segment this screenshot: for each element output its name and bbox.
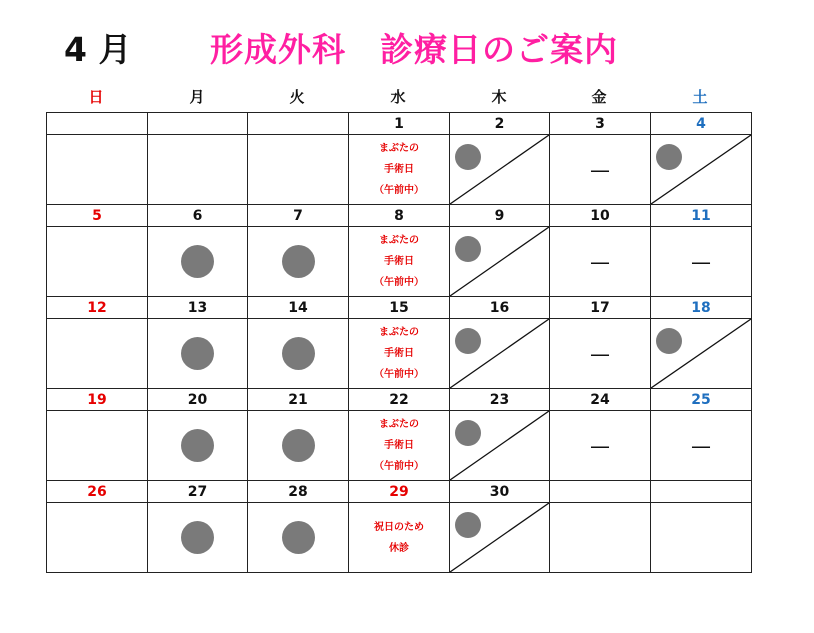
half-day-cell	[450, 319, 550, 389]
date-number: 8	[349, 205, 450, 227]
full-day-cell	[148, 503, 248, 573]
closed-dash: —	[590, 341, 610, 366]
half-day-cell	[651, 135, 752, 205]
schedule-row	[47, 227, 752, 297]
date-number: 29	[349, 481, 450, 503]
full-day-circle-icon	[282, 337, 315, 370]
half-day-circle-icon	[455, 328, 481, 354]
date-number: 6	[148, 205, 248, 227]
date-row	[47, 205, 752, 227]
empty-cell	[47, 319, 148, 389]
weekday-label: 金	[591, 88, 607, 106]
date-number: 24	[550, 389, 651, 411]
empty-cell	[47, 227, 148, 297]
full-day-circle-icon	[282, 521, 315, 554]
date-number	[148, 113, 248, 135]
date-number: 15	[349, 297, 450, 319]
date-number: 5	[47, 205, 148, 227]
full-day-cell	[248, 319, 349, 389]
full-day-cell	[148, 411, 248, 481]
date-number: 4	[651, 113, 752, 135]
month-label: 4 月	[64, 30, 132, 69]
half-day-circle-icon	[455, 236, 481, 262]
weekday-label: 火	[289, 88, 305, 106]
weekday-label: 木	[491, 88, 507, 106]
half-day-circle-icon	[455, 420, 481, 446]
closed-cell	[550, 135, 651, 205]
note-line: まぶたの	[379, 235, 419, 246]
weekday-label: 水	[390, 88, 406, 106]
note-line: （午前中）	[374, 185, 424, 196]
date-number: 17	[550, 297, 651, 319]
empty-cell	[47, 411, 148, 481]
date-number: 2	[450, 113, 550, 135]
full-day-cell	[148, 319, 248, 389]
note-line: 手術日	[384, 348, 414, 359]
full-day-cell	[148, 227, 248, 297]
half-day-diagonal-icon	[450, 503, 549, 572]
date-number: 3	[550, 113, 651, 135]
closed-cell	[651, 227, 752, 297]
half-day-cell	[450, 135, 550, 205]
weekday-label: 土	[692, 88, 708, 106]
note-cell	[349, 227, 450, 297]
full-day-circle-icon	[282, 429, 315, 462]
date-number: 21	[248, 389, 349, 411]
half-day-circle-icon	[455, 512, 481, 538]
schedule-row	[47, 411, 752, 481]
page-title	[0, 24, 814, 74]
note-cell	[349, 503, 450, 573]
note-line: 祝日のため	[374, 521, 424, 533]
date-number: 30	[450, 481, 550, 503]
note-line: 手術日	[384, 256, 414, 267]
full-day-cell	[248, 411, 349, 481]
date-number: 14	[248, 297, 349, 319]
date-number: 26	[47, 481, 148, 503]
date-number: 22	[349, 389, 450, 411]
date-number: 12	[47, 297, 148, 319]
weekday-label: 月	[189, 88, 205, 106]
weekday-label: 日	[88, 88, 104, 106]
note-line: 手術日	[384, 164, 414, 175]
date-number	[47, 113, 148, 135]
full-day-cell	[248, 503, 349, 573]
half-day-diagonal-icon	[450, 411, 549, 480]
closed-dash: —	[691, 433, 711, 458]
date-number: 23	[450, 389, 550, 411]
note-line: まぶたの	[379, 327, 419, 338]
half-day-circle-icon	[656, 144, 682, 170]
date-number	[651, 481, 752, 503]
empty-cell	[248, 135, 349, 205]
empty-cell	[550, 503, 651, 573]
full-day-circle-icon	[181, 521, 214, 554]
empty-cell	[47, 503, 148, 573]
full-day-circle-icon	[282, 245, 315, 278]
schedule-row	[47, 135, 752, 205]
date-number: 27	[148, 481, 248, 503]
note-line: まぶたの	[379, 419, 419, 430]
note-cell	[349, 319, 450, 389]
date-row	[47, 481, 752, 503]
title-heading: 形成外科 診療日のご案内	[210, 30, 618, 69]
half-day-diagonal-icon	[450, 227, 549, 296]
date-number: 11	[651, 205, 752, 227]
date-number: 13	[148, 297, 248, 319]
date-number: 25	[651, 389, 752, 411]
date-number: 19	[47, 389, 148, 411]
date-row	[47, 113, 752, 135]
empty-cell	[47, 135, 148, 205]
closed-dash: —	[590, 249, 610, 274]
date-number: 10	[550, 205, 651, 227]
half-day-diagonal-icon	[450, 319, 549, 388]
note-cell	[349, 135, 450, 205]
schedule-row	[47, 503, 752, 573]
note-line: （午前中）	[374, 461, 424, 472]
half-day-cell	[450, 227, 550, 297]
full-day-circle-icon	[181, 337, 214, 370]
date-number	[550, 481, 651, 503]
note-line: まぶたの	[379, 143, 419, 154]
full-day-cell	[248, 227, 349, 297]
closed-dash: —	[590, 157, 610, 182]
half-day-diagonal-icon	[450, 135, 549, 204]
half-day-cell	[450, 411, 550, 481]
date-number: 9	[450, 205, 550, 227]
closed-cell	[550, 411, 651, 481]
full-day-circle-icon	[181, 245, 214, 278]
half-day-circle-icon	[656, 328, 682, 354]
note-line: 手術日	[384, 440, 414, 451]
note-line: 休診	[389, 542, 409, 554]
date-number: 20	[148, 389, 248, 411]
date-number: 28	[248, 481, 349, 503]
half-day-circle-icon	[455, 144, 481, 170]
closed-cell	[550, 319, 651, 389]
note-line: （午前中）	[374, 369, 424, 380]
half-day-cell	[651, 319, 752, 389]
closed-dash: —	[590, 433, 610, 458]
closed-dash: —	[691, 249, 711, 274]
date-number: 16	[450, 297, 550, 319]
weekday-header	[46, 86, 751, 110]
date-number: 7	[248, 205, 349, 227]
schedule-row	[47, 319, 752, 389]
date-number: 18	[651, 297, 752, 319]
half-day-diagonal-icon	[651, 319, 751, 388]
closed-cell	[651, 411, 752, 481]
half-day-diagonal-icon	[651, 135, 751, 204]
note-cell	[349, 411, 450, 481]
half-day-cell	[450, 503, 550, 573]
date-number: 1	[349, 113, 450, 135]
calendar-table	[46, 112, 752, 573]
date-number	[248, 113, 349, 135]
empty-cell	[651, 503, 752, 573]
full-day-circle-icon	[181, 429, 214, 462]
empty-cell	[148, 135, 248, 205]
date-row	[47, 297, 752, 319]
date-row	[47, 389, 752, 411]
closed-cell	[550, 227, 651, 297]
note-line: （午前中）	[374, 277, 424, 288]
